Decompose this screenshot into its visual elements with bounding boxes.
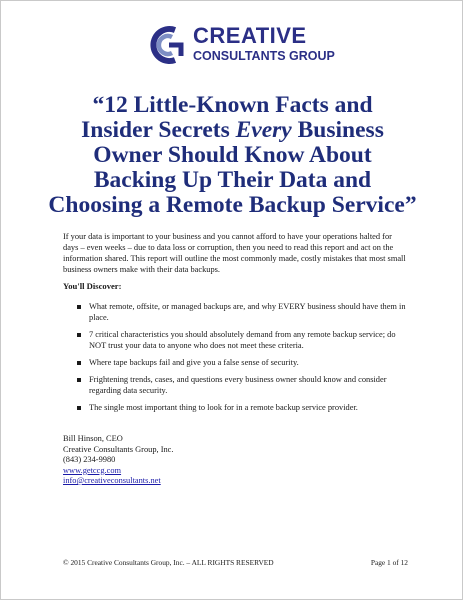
list-item: What remote, offsite, or managed backups are, and why EVERY business should have them in place. (63, 301, 407, 323)
headline-line-2-end: Business (291, 117, 384, 143)
headline-line-1: “12 Little-Known Facts and (92, 92, 373, 118)
intro-paragraph: If your data is important to your business and you cannot afford to have your operations halted for days – even weeks – due to data loss or corruption, then you need to read this report and act on the information shared. This report will outline the most commonly made, costly mistakes that most small business owners make with their data backups. (63, 232, 406, 275)
list-item: The single most important thing to look for in a remote backup service provider. (63, 402, 407, 413)
contact-company: Creative Consultants Group, Inc. (63, 444, 174, 454)
contact-name: Bill Hinson, CEO (63, 434, 123, 443)
email-link[interactable]: info@creativeconsultants.net (63, 476, 161, 485)
page-footer (63, 558, 408, 567)
contact-phone: (843) 234-9980 (63, 455, 116, 464)
contact-block (63, 434, 173, 487)
logo-subtitle: CONSULTANTS GROUP (193, 49, 335, 63)
ccg-logo-mark-icon (145, 23, 189, 67)
website-link[interactable]: www.getccg.com (63, 465, 122, 475)
headline-line-2 (41, 118, 424, 143)
headline-emphasis: Every (235, 117, 292, 143)
discover-list (63, 301, 407, 419)
footer-copyright: © 2015 Creative Consultants Group, Inc. – ALL RIGHTS RESERVED (63, 558, 274, 567)
headline-line-5: Choosing a Remote Backup Service” (48, 192, 417, 218)
logo-title: CREATIVE (193, 23, 307, 48)
report-headline (41, 93, 424, 218)
headline-line-2-start: Insider Secrets (81, 117, 236, 143)
list-item: 7 critical characteristics you should absolutely demand from any remote backup service; do NOT trust your data to anyone who does not meet these criteria. (63, 329, 407, 351)
company-logo (145, 23, 335, 69)
list-item: Frightening trends, cases, and questions every business owner should know and consider regarding data security. (63, 374, 407, 396)
headline-line-3: Owner Should Know About (93, 142, 372, 168)
discover-heading: You'll Discover: (63, 281, 122, 291)
page-number: Page 1 of 12 (370, 558, 408, 567)
list-item: Where tape backups fail and give you a false sense of security. (63, 357, 407, 368)
headline-line-4: Backing Up Their Data and (93, 167, 372, 193)
